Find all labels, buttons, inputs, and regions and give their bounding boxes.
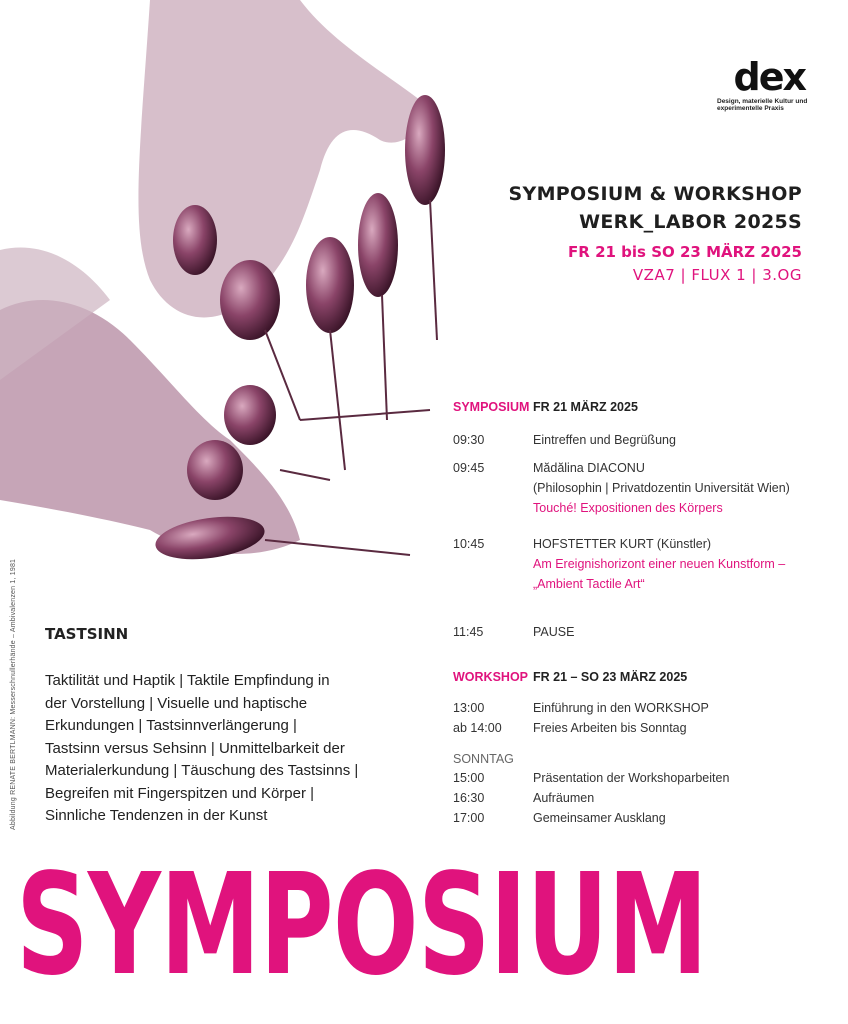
schedule-row: 13:00 Einführung in den WORKSHOP bbox=[453, 701, 709, 715]
sunday-label: SONNTAG bbox=[453, 752, 514, 766]
symposium-schedule bbox=[453, 400, 833, 642]
schedule-row: 16:30 Aufräumen bbox=[453, 791, 595, 805]
schedule-row: ab 14:00 Freies Arbeiten bis Sonntag bbox=[453, 721, 687, 735]
header-title-1: SYMPOSIUM & WORKSHOP bbox=[508, 183, 802, 205]
logo-mark: dex bbox=[733, 55, 805, 99]
big-title: SYMPOSIUM bbox=[16, 844, 708, 1007]
workshop-heading: WORKSHOP FR 21 – SO 23 MÄRZ 2025 bbox=[453, 670, 688, 684]
workshop-schedule bbox=[453, 670, 833, 828]
schedule-row: 15:00 Präsentation der Workshoparbeiten bbox=[453, 771, 730, 785]
schedule-row: 09:45 Mădălina DIACONU (Philosophin | Privatdozentin Universität Wien) Touché! Expositionen des Körpers bbox=[453, 458, 833, 518]
header-dates: FR 21 bis SO 23 MÄRZ 2025 bbox=[568, 243, 802, 261]
schedule-row: 10:45 HOFSTETTER KURT (Künstler) Am Ereignishorizont einer neuen Kunstform – „Ambient Tactile Art“ bbox=[453, 534, 833, 594]
schedule-row: 17:00 Gemeinsamer Ausklang bbox=[453, 811, 666, 825]
header-title-2: WERK_LABOR 2025S bbox=[579, 211, 802, 233]
talk-title: Am Ereignishorizont einer neuen Kunstform – bbox=[533, 557, 786, 571]
logo-tagline: Design, materielle Kultur und experimentelle Praxis bbox=[717, 98, 808, 113]
image-credit: Abbildung RENATE BERTLMANN: Messerschnullerhände – Ambivalenzen 1, 1981 bbox=[10, 558, 17, 830]
talk-title: Touché! Expositionen des Körpers bbox=[533, 501, 723, 515]
tastsinn-topics: Taktilität und Haptik | Taktile Empfindung in der Vorstellung | Visuelle und haptische Erkundungen | Tastsinnverlängerung | Tastsinn versus Sehsinn | Unmittelbarkeit der Materialerkundung | Täuschung des Tastsinns | Begreifen mit Fingerspitzen und Körper | Sinnliche Tendenzen in der Kunst bbox=[45, 672, 359, 824]
event-header bbox=[509, 180, 802, 286]
schedule-row: 09:30 Eintreffen und Begrüßung bbox=[453, 433, 676, 447]
tastsinn-heading: TASTSINN bbox=[45, 625, 129, 643]
header-location: VZA7 | FLUX 1 | 3.OG bbox=[632, 266, 802, 284]
dex-logo bbox=[717, 55, 817, 113]
hands-illustration bbox=[0, 0, 470, 620]
symposium-heading: SYMPOSIUM FR 21 MÄRZ 2025 bbox=[453, 400, 638, 414]
schedule-row: 11:45 PAUSE bbox=[453, 625, 575, 639]
